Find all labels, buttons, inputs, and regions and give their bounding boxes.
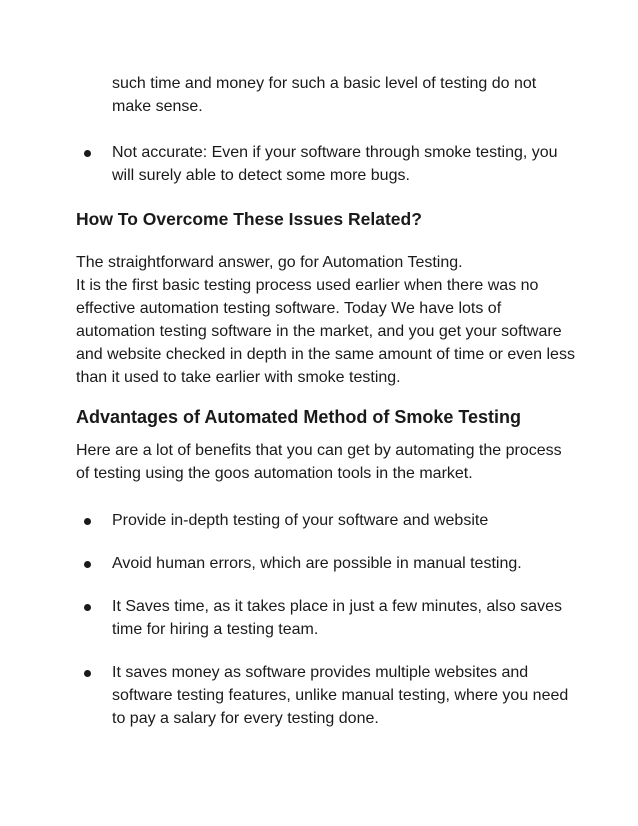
section-heading-advantages: Advantages of Automated Method of Smoke Testing <box>76 407 522 427</box>
continuation-paragraph: such time and money for such a basic level of testing do not make sense. <box>112 75 537 115</box>
bullet-dot-icon <box>84 604 91 611</box>
list-item-text: It saves money as software provides multiple websites and software testing features, unlike manual testing, where you need to pay a salary for every testing done. <box>112 664 569 727</box>
list-item <box>76 509 578 532</box>
answer-paragraph: The straightforward answer, go for Automation Testing. It is the first basic testing process used earlier when there was no effective automation testing software. Today We have lots of automation testing software in the market, and you get your software and website checked in depth in the same amount of time or even less than it used to take earlier with smoke testing. <box>76 254 575 386</box>
bullet-dot-icon <box>84 150 91 157</box>
list-item <box>76 595 578 641</box>
top-bullet-list <box>76 141 578 187</box>
list-item <box>76 552 578 575</box>
list-item <box>76 661 578 730</box>
list-item-text: It Saves time, as it takes place in just a few minutes, also saves time for hiring a testing team. <box>112 598 562 638</box>
bullet-dot-icon <box>84 518 91 525</box>
benefits-paragraph: Here are a lot of benefits that you can get by automating the process of testing using the goos automation tools in the market. <box>76 442 562 482</box>
list-item <box>76 141 578 187</box>
list-item-text: Provide in-depth testing of your software and website <box>112 512 489 529</box>
list-item-text: Not accurate: Even if your software through smoke testing, you will surely able to detect some more bugs. <box>112 144 558 184</box>
section-heading-overcome: How To Overcome These Issues Related? <box>76 209 422 229</box>
list-item-text: Avoid human errors, which are possible in manual testing. <box>112 555 522 572</box>
bullet-dot-icon <box>84 670 91 677</box>
bullet-dot-icon <box>84 561 91 568</box>
advantages-bullet-list <box>76 509 578 730</box>
